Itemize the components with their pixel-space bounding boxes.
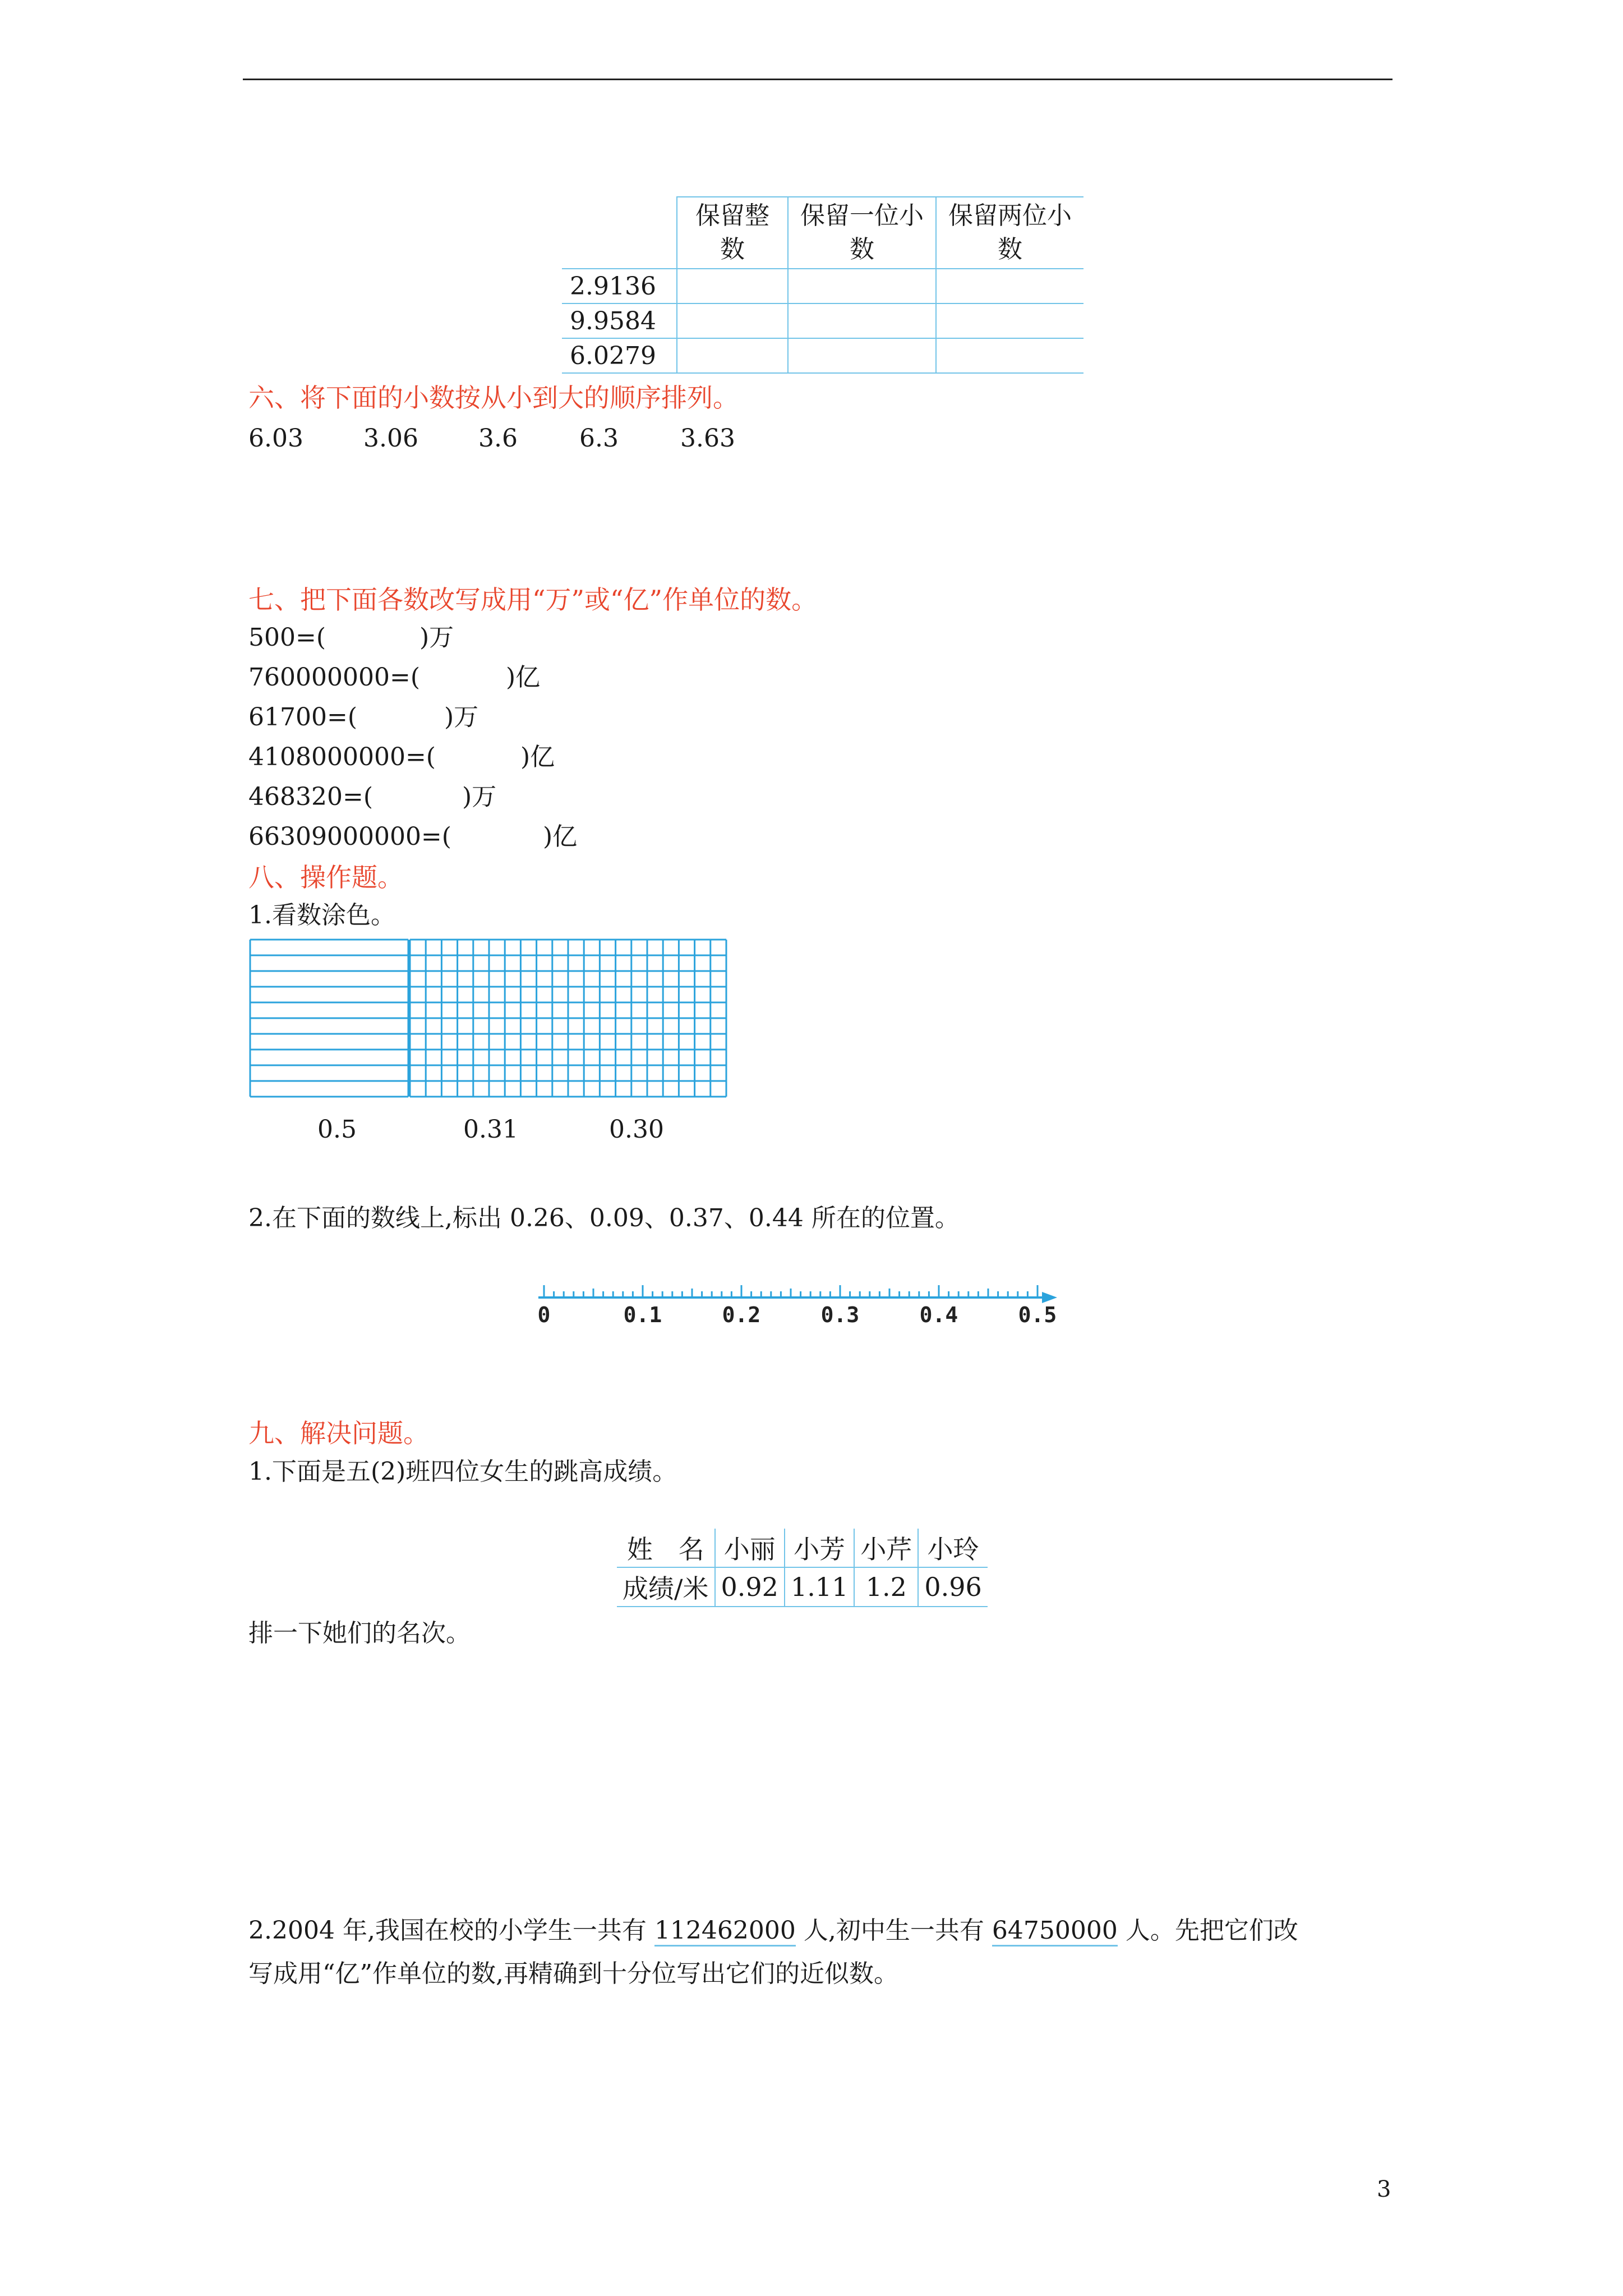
question-students-line2: 写成用“亿”作单位的数,再精确到十分位写出它们的近似数。 (248, 1959, 898, 1988)
rewrite-item-left: 4108000000=( (248, 743, 436, 771)
header-one-decimal (788, 197, 936, 269)
grid-label: 0.5 (317, 1115, 357, 1144)
table-row (562, 338, 1083, 373)
answer-cell[interactable] (677, 303, 788, 338)
header-integer (677, 197, 788, 269)
section7-title: 七、把下面各数改写成用“万”或“亿”作单位的数。 (248, 585, 818, 615)
decimal-list (248, 426, 809, 454)
row-number: 9.9584 (562, 303, 677, 338)
grid-label: 0.31 (463, 1115, 518, 1144)
score-value: 1.11 (785, 1567, 854, 1607)
rewrite-item-left: 760000000=( (248, 663, 420, 692)
page-number: 3 (1377, 2177, 1391, 2202)
header-score: 成绩/米 (617, 1567, 715, 1607)
rewrite-item-right: )万 (444, 703, 479, 731)
rewrite-item-left: 66309000000=( (248, 822, 451, 851)
rewrite-item-right: )亿 (543, 822, 578, 851)
decimal-item: 6.03 (248, 424, 303, 453)
answer-cell[interactable] (936, 338, 1083, 373)
student-name: 小玲 (918, 1529, 987, 1567)
rewrite-item-left: 500=( (248, 623, 326, 652)
number-line-label: 0.1 (623, 1303, 662, 1327)
rewrite-item-left: 468320=( (248, 783, 373, 811)
decimal-item: 3.63 (680, 424, 735, 453)
header-two-decimal-line1: 保留两位小 (948, 201, 1072, 230)
hundredths-grid-2[interactable] (568, 940, 726, 1097)
answer-cell[interactable] (936, 303, 1083, 338)
rounding-table (562, 196, 1083, 374)
rewrite-item-right: )万 (462, 783, 497, 811)
row-number: 6.0279 (562, 338, 677, 373)
row-number: 2.9136 (562, 269, 677, 303)
score-value: 0.92 (715, 1567, 785, 1607)
question-text: 2.2004 年,我国在校的小学生一共有 (248, 1916, 647, 1945)
decimal-item: 3.06 (363, 424, 418, 453)
rewrite-item-left: 61700=( (248, 703, 358, 731)
answer-cell[interactable] (677, 269, 788, 303)
table-row (617, 1567, 988, 1607)
question-number-line: 2.在下面的数线上,标出 0.26、0.09、0.37、0.44 所在的位置。 (248, 1204, 960, 1232)
score-value: 1.2 (854, 1567, 918, 1607)
rewrite-item-right: )万 (419, 623, 454, 652)
section8-title: 八、操作题。 (248, 862, 403, 892)
section9-title: 九、解决问题。 (248, 1418, 429, 1448)
coloring-grids[interactable] (248, 938, 731, 1098)
header-two-decimal (936, 197, 1083, 269)
table-row (562, 269, 1083, 303)
score-value: 0.96 (918, 1567, 987, 1607)
question-text: 人。先把它们改 (1125, 1916, 1298, 1945)
number-line-label: 0.3 (820, 1303, 860, 1327)
number-line-ticks (544, 1285, 1038, 1297)
number-line-label: 0.5 (1018, 1303, 1057, 1327)
number-line-labels (538, 1303, 1057, 1327)
question-coloring: 1.看数涂色。 (248, 901, 395, 930)
primary-students-number: 112462000 (654, 1916, 796, 1947)
hundredths-grid-1[interactable] (410, 940, 568, 1097)
header-name: 姓 名 (617, 1529, 715, 1567)
grid-label: 0.30 (609, 1115, 664, 1144)
student-name: 小芹 (854, 1529, 918, 1567)
header-two-decimal-line2: 数 (998, 235, 1022, 264)
student-name: 小芳 (785, 1529, 854, 1567)
header-rule (243, 79, 1393, 80)
number-line-label: 0.2 (722, 1303, 761, 1327)
table-row (562, 303, 1083, 338)
section6-title: 六、将下面的小数按从小到大的顺序排列。 (248, 383, 739, 413)
number-line[interactable] (533, 1271, 1066, 1332)
student-name: 小丽 (715, 1529, 785, 1567)
header-integer-line1: 保留整 (695, 201, 769, 230)
number-line-label: 0.4 (919, 1303, 958, 1327)
question-text: 人,初中生一共有 (803, 1916, 984, 1945)
question-students-line1 (248, 1918, 1298, 1943)
middle-students-number: 64750000 (992, 1916, 1118, 1947)
table-row (617, 1529, 988, 1567)
answer-cell[interactable] (788, 338, 936, 373)
rewrite-item-right: )亿 (520, 743, 555, 771)
number-line-label: 0 (537, 1303, 551, 1327)
header-integer-line2: 数 (720, 235, 745, 264)
answer-cell[interactable] (788, 269, 936, 303)
table-corner-cell (562, 197, 677, 269)
decimal-item: 6.3 (579, 424, 619, 453)
arrow-right-icon (1042, 1292, 1057, 1303)
question-high-jump: 1.下面是五(2)班四位女生的跳高成绩。 (248, 1457, 677, 1486)
tenths-grid[interactable] (250, 940, 408, 1097)
score-table (617, 1529, 988, 1607)
header-one-decimal-line1: 保留一位小 (800, 201, 924, 230)
answer-cell[interactable] (936, 269, 1083, 303)
rewrite-item-right: )亿 (506, 663, 541, 692)
question-ranking-prompt: 排一下她们的名次。 (248, 1619, 471, 1648)
decimal-item: 3.6 (478, 424, 518, 453)
answer-cell[interactable] (788, 303, 936, 338)
header-one-decimal-line2: 数 (850, 235, 874, 264)
answer-cell[interactable] (677, 338, 788, 373)
